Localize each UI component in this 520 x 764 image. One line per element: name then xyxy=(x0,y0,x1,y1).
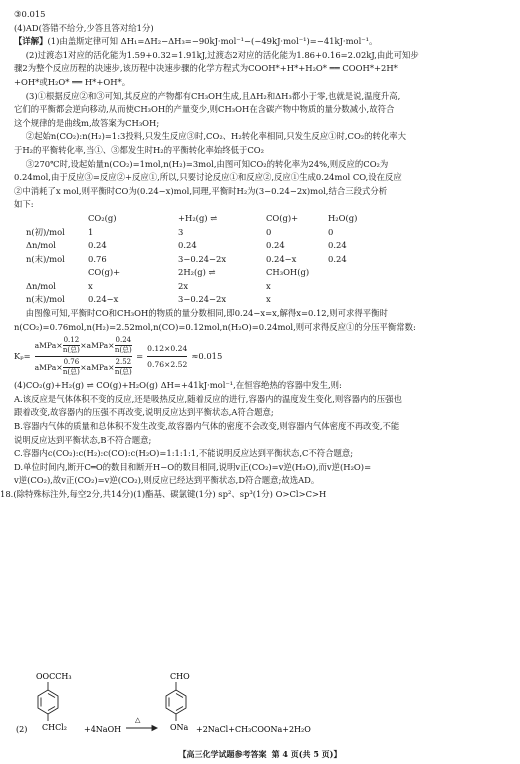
reactant-substituent-top: OOCCH₃ xyxy=(36,672,72,681)
answer-line: (4)CO₂(g)+H₂(g) ⇌ CO(g)+H₂O(g) ΔH=+41kJ·mol⁻¹,在恒容绝热的容器中发生,则: xyxy=(14,380,342,391)
ice-cell: n(末)/mol xyxy=(26,294,65,305)
answer-line: 说明反应达到平衡状态,B不符合题意; xyxy=(14,434,152,445)
frac-top: 0.76 xyxy=(63,358,80,367)
ice-cell: 0.76 xyxy=(88,253,107,264)
ice-cell xyxy=(328,293,398,307)
ice-cell: 1 xyxy=(88,226,94,237)
answer-line: ②中消耗了x mol,则平衡时CO为(0.24−x)mol,同理,平衡时H₂为(3−0.24−2x)mol,结合三段式分析 xyxy=(14,185,388,196)
ice-cell: CH₃OH(g) xyxy=(266,267,310,278)
kp-term: aMPa× xyxy=(34,362,63,372)
frac-bottom: n(总) xyxy=(114,368,132,377)
answer-page xyxy=(0,8,510,502)
kp-term: aMPa× xyxy=(34,340,63,350)
ice-cell xyxy=(26,212,88,226)
answer-line: 0.24mol,由于反应③=反应②+反应①,所以,只要讨论反应①和反应②,反应①生成0.24mol CO,设在反应 xyxy=(14,172,402,183)
answer-line: A.该反应是气体体积不变的反应,还是吸热反应,随着反应的进行,容器内的温度发生变化,则容器内的压强也 xyxy=(14,393,402,404)
kp-expression xyxy=(14,336,510,377)
kp-equals: = xyxy=(136,350,144,361)
ice-cell: CO₂(g) xyxy=(88,212,117,223)
ice-cell: 0.24 xyxy=(266,240,285,251)
fraction-bar xyxy=(147,356,187,357)
reaction-scheme xyxy=(14,664,510,744)
kp-denominator xyxy=(35,358,132,377)
ice-cell: 0.24 xyxy=(328,240,347,251)
reaction-label: (2) xyxy=(16,725,28,734)
answer-line: (4)AD(答错不给分,少答且答对给1分) xyxy=(14,22,154,33)
ice-cell: 3−0.24−2x xyxy=(178,294,227,305)
fraction-bar xyxy=(35,356,132,357)
frac-bottom: n(总) xyxy=(62,368,80,377)
frac-top: 2.52 xyxy=(115,358,132,367)
ice-cell: 0.24 xyxy=(178,240,197,251)
frac-bottom: n(总) xyxy=(62,346,80,355)
reaction-products: +2NaCl+CH₃COONa+2H₂O xyxy=(196,725,311,734)
answer-line: v逆(CO₂),故v正(CO₂)=v逆(CO₂),则反应已经达到平衡状态,D符合题意;故选AD。 xyxy=(14,475,320,486)
ice-cell: n(初)/mol xyxy=(26,226,65,237)
ice-cell: 0 xyxy=(328,226,334,237)
answer-line: ②起始n(CO₂):n(H₂)=1:3投料,只发生反应③时,CO₂、H₂转化率相同,只发生反应①时,CO₂的转化率大 xyxy=(25,131,407,142)
answer-line: 骤2为整个反应历程的决速步,该历程中决速步骤的化学方程式为COOH*+H*+H₂O* ══ COOH*+2H* xyxy=(14,63,398,74)
reaction-arrow xyxy=(126,726,157,731)
kp-label: Kₚ= xyxy=(14,350,31,361)
reactant-substituent-bottom: CHCl₂ xyxy=(42,723,67,732)
kp-result-top: 0.12×0.24 xyxy=(147,343,188,353)
answer-line: 这个规律的是曲线m,故答案为CH₃OH; xyxy=(14,117,160,128)
answer-line: 如下: xyxy=(14,199,34,210)
kp-approx: ≈0.015 xyxy=(191,350,223,361)
ice-cell: x xyxy=(88,280,93,291)
kp-small-fraction xyxy=(63,336,81,355)
frac-top: 0.24 xyxy=(115,336,132,345)
answer-line: B.容器内气体的质量和总体积不发生改变,故容器内气体的密度不会改变,则容器内气体密度不再改变,不能 xyxy=(14,421,400,432)
product-substituent-bottom: ONa xyxy=(170,723,189,732)
answer-line: (3)①根据反应②和③可知,其反应的产物都有CH₃OH生成,且ΔH₂和ΔH₃都小于零,也就是说,温度升高, xyxy=(25,90,401,101)
ice-cell: H₂O(g) xyxy=(328,212,358,223)
ice-cell: CO(g)+ xyxy=(266,212,299,223)
ice-cell: 3−0.24−2x xyxy=(178,253,227,264)
ice-cell: n(末)/mol xyxy=(26,253,65,264)
footer-title: 【高三化学试题参考答案 xyxy=(178,749,267,759)
ice-cell xyxy=(328,280,398,294)
answer-line: 于H₂的平衡转化率,当①、③都发生时H₂的平衡转化率始终低于CO₂ xyxy=(14,144,264,155)
answer-line: n(CO₂)=0.76mol,n(H₂)=2.52mol,n(CO)=0.12mol,n(H₂O)=0.24mol,则可求得反应①的分压平衡常数: xyxy=(14,321,416,332)
kp-result-bottom: 0.76×2.52 xyxy=(147,360,188,370)
answer-line: 由图像可知,平衡时CO和CH₃OH的物质的量分数相同,即0.24−x=x,解得x=0.12,则可求得平衡时 xyxy=(25,308,388,319)
kp-small-fraction xyxy=(115,336,133,355)
ice-cell: x xyxy=(266,294,271,305)
kp-big-fraction xyxy=(35,336,132,377)
ice-cell xyxy=(26,266,88,280)
answer-line: 跟着改变,故容器内的压强不再改变,说明反应达到平衡状态,A符合题意; xyxy=(14,407,274,418)
product-benzene-ring xyxy=(166,682,186,721)
ice-cell: 3 xyxy=(178,226,184,237)
reaction-svg xyxy=(14,664,510,744)
kp-numerator xyxy=(35,336,132,355)
reactant-benzene-ring xyxy=(38,682,58,721)
ice-cell: x xyxy=(266,280,271,291)
product-substituent-top: CHO xyxy=(170,672,190,681)
footer-page-number: 第 4 页(共 5 页)】 xyxy=(271,749,342,759)
answer-line: 18.(除特殊标注外,每空2分,共14分)(1)酯基、碳氯键(1分) sp²、sp³(1分) O>Cl>C>H xyxy=(0,489,327,499)
frac-bottom: n(总) xyxy=(114,346,132,355)
ice-cell: Δn/mol xyxy=(26,240,56,251)
answer-line: (2)过渡态1对应的活化能为1.59+0.32=1.91kJ,过渡态2对应的活化能为1.86+0.16=2.02kJ,由此可知步 xyxy=(25,49,419,60)
answer-line: C.容器内c(CO₂):c(H₂):c(CO):c(H₂O)=1:1:1:1,不能说明反应达到平衡状态,C不符合题意; xyxy=(14,448,354,459)
answer-line: 它们的平衡都会逆向移动,从而使CH₃OH的产量变少,则CH₃OH在含碳产物中物质的量分数减小,故符合 xyxy=(14,104,395,115)
answer-line: ③0.015 xyxy=(14,9,46,19)
answer-line: +OH*或H₂O* ══ H*+OH*。 xyxy=(14,76,131,87)
ice-cell: 2x xyxy=(178,280,189,291)
ice-cell: 0.24 xyxy=(328,253,347,264)
ice-cell: 0.24−x xyxy=(88,294,119,305)
answer-line xyxy=(14,35,510,49)
kp-term: ×aMPa× xyxy=(80,340,115,350)
ice-table-reaction-2 xyxy=(26,266,510,307)
kp-small-fraction xyxy=(115,358,133,377)
ice-cell: +H₂(g) ⇌ xyxy=(178,212,218,223)
ice-cell: 0.24−x xyxy=(266,253,297,264)
answer-line: ③270℃时,设起始量n(CO₂)=1mol,n(H₂)=3mol,由图可知CO₂的转化率为24%,则反应的CO₂为 xyxy=(25,158,389,169)
page-footer xyxy=(0,749,520,760)
heat-symbol: △ xyxy=(135,716,141,724)
ice-cell: 0.24 xyxy=(88,240,107,251)
ice-cell: 0 xyxy=(266,226,272,237)
answer-line: D.单位时间内,断开C═O的数目和断开H−O的数目相同,说明v正(CO₂)=v逆(H₂O),而v逆(H₂O)= xyxy=(14,461,372,472)
frac-top: 0.12 xyxy=(63,336,80,345)
kp-result-fraction xyxy=(147,342,187,372)
kp-term: ×aMPa× xyxy=(80,362,115,372)
ice-cell xyxy=(328,266,398,280)
ice-cell: 2H₂(g) ⇌ xyxy=(178,267,216,278)
detail-label: 【详解】 xyxy=(14,36,48,47)
answer-text: (1)由盖斯定律可知 ΔH₁=ΔH₂−ΔH₃=−90kJ·mol⁻¹−(−49kJ·mol⁻¹)=−41kJ·mol⁻¹。 xyxy=(47,36,378,47)
ice-table-reaction-1 xyxy=(26,212,510,266)
kp-small-fraction xyxy=(63,358,81,377)
reagent-naoh: +4NaOH xyxy=(84,725,122,734)
ice-cell: Δn/mol xyxy=(26,280,56,291)
ice-cell: CO(g)+ xyxy=(88,267,121,278)
